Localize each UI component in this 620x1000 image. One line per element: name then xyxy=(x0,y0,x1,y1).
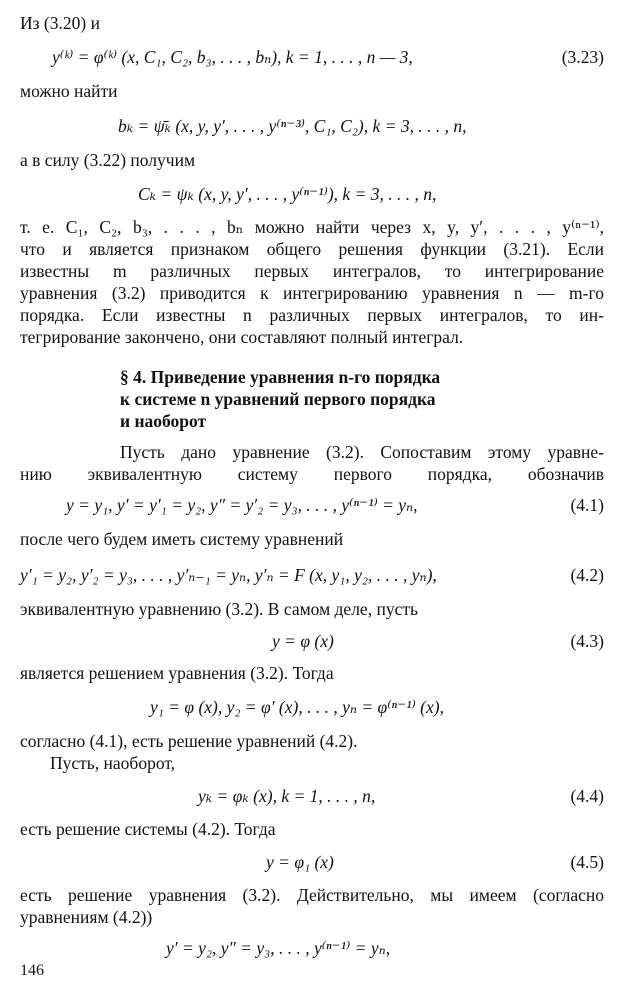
paragraph-line: Пусть дано уравнение (3.2). Сопоставим этому уравне- xyxy=(120,442,604,462)
formula-bk: bₖ = ψ̄ₖ (x, y, y′, . . . , y⁽ⁿ⁻³⁾, C₁, C₂), k = 3, . . . , n, xyxy=(118,116,467,136)
section-heading: к системе n уравнений первого порядка xyxy=(120,389,436,409)
paragraph-line: уравнениям (4.2)) xyxy=(20,907,153,927)
formula-4-2: y′₁ = y₂, y′₂ = y₃, . . . , y′ₙ₋₁ = yₙ, y′ₙ = F (x, y₁, y₂, . . . , yₙ), xyxy=(20,565,437,585)
text-line: согласно (4.1), есть решение уравнений (4.2). xyxy=(20,731,358,751)
equation-number: (4.3) xyxy=(570,631,604,651)
text-line: является решением уравнения (3.2). Тогда xyxy=(20,663,334,683)
text-line: после чего будем иметь систему уравнений xyxy=(20,529,344,549)
paragraph-line: есть решение уравнения (3.2). Действительно, мы имеем (согласно xyxy=(20,885,604,905)
text-line: эквивалентную уравнению (3.2). В самом деле, пусть xyxy=(20,599,418,619)
paragraph-line: тегрирование закончено, они составляют полный интеграл. xyxy=(20,327,464,347)
equation-number: (3.23) xyxy=(561,47,604,67)
formula-4-5: y = φ₁ (x) xyxy=(266,852,334,872)
text-line: есть решение системы (4.2). Тогда xyxy=(20,819,276,839)
text-line: а в силу (3.22) получим xyxy=(20,150,196,170)
equation-number: (4.2) xyxy=(570,565,604,585)
formula-derivatives: y′ = y₂, y″ = y₃, . . . , y⁽ⁿ⁻¹⁾ = yₙ, xyxy=(166,938,391,958)
page-number: 146 xyxy=(20,962,44,979)
equation-number: (4.5) xyxy=(570,852,604,872)
section-heading: § 4. Приведение уравнения n-го порядка xyxy=(120,367,441,387)
section-heading: и наоборот xyxy=(120,411,207,431)
formula-4-3: y = φ (x) xyxy=(272,631,334,651)
text-line: можно найти xyxy=(20,81,118,101)
formula-ck: Cₖ = ψₖ (x, y, y′, . . . , y⁽ⁿ⁻¹⁾), k = 3, . . . , n, xyxy=(138,184,437,204)
paragraph-line: т. е. C₁, C₂, b₃, . . . , bₙ можно найти через x, y, y′, . . . , y⁽ⁿ⁻¹⁾, xyxy=(20,217,604,237)
formula-4-4: yₖ = φₖ (x), k = 1, . . . , n, xyxy=(198,786,376,806)
paragraph-line: порядка. Если известны n различных первых интегралов, то ин- xyxy=(20,305,604,325)
equation-number: (4.4) xyxy=(570,786,604,806)
text-line: Из (3.20) и xyxy=(20,13,100,33)
formula-3-23: y⁽ᵏ⁾ = φ⁽ᵏ⁾ (x, C₁, C₂, b₃, . . . , bₙ), k = 1, . . . , n — 3, xyxy=(52,47,413,67)
text-line: Пусть, наоборот, xyxy=(50,753,176,773)
paragraph-line: известны m различных первых интегралов, то интегрирование xyxy=(20,261,604,281)
formula-solution: y₁ = φ (x), y₂ = φ′ (x), . . . , yₙ = φ⁽ⁿ⁻¹⁾ (x), xyxy=(150,697,444,717)
paragraph-line: нию эквивалентную систему первого порядка, обозначив xyxy=(20,464,604,484)
paragraph-line: уравнения (3.2) приводится к интегрированию уравнения n — m-го xyxy=(20,283,604,303)
equation-number: (4.1) xyxy=(570,495,604,515)
formula-4-1: y = y₁, y′ = y′₁ = y₂, y″ = y′₂ = y₃, . . . , y⁽ⁿ⁻¹⁾ = yₙ, xyxy=(66,495,418,515)
paragraph-line: что и является признаком общего решения функции (3.21). Если xyxy=(20,239,604,259)
